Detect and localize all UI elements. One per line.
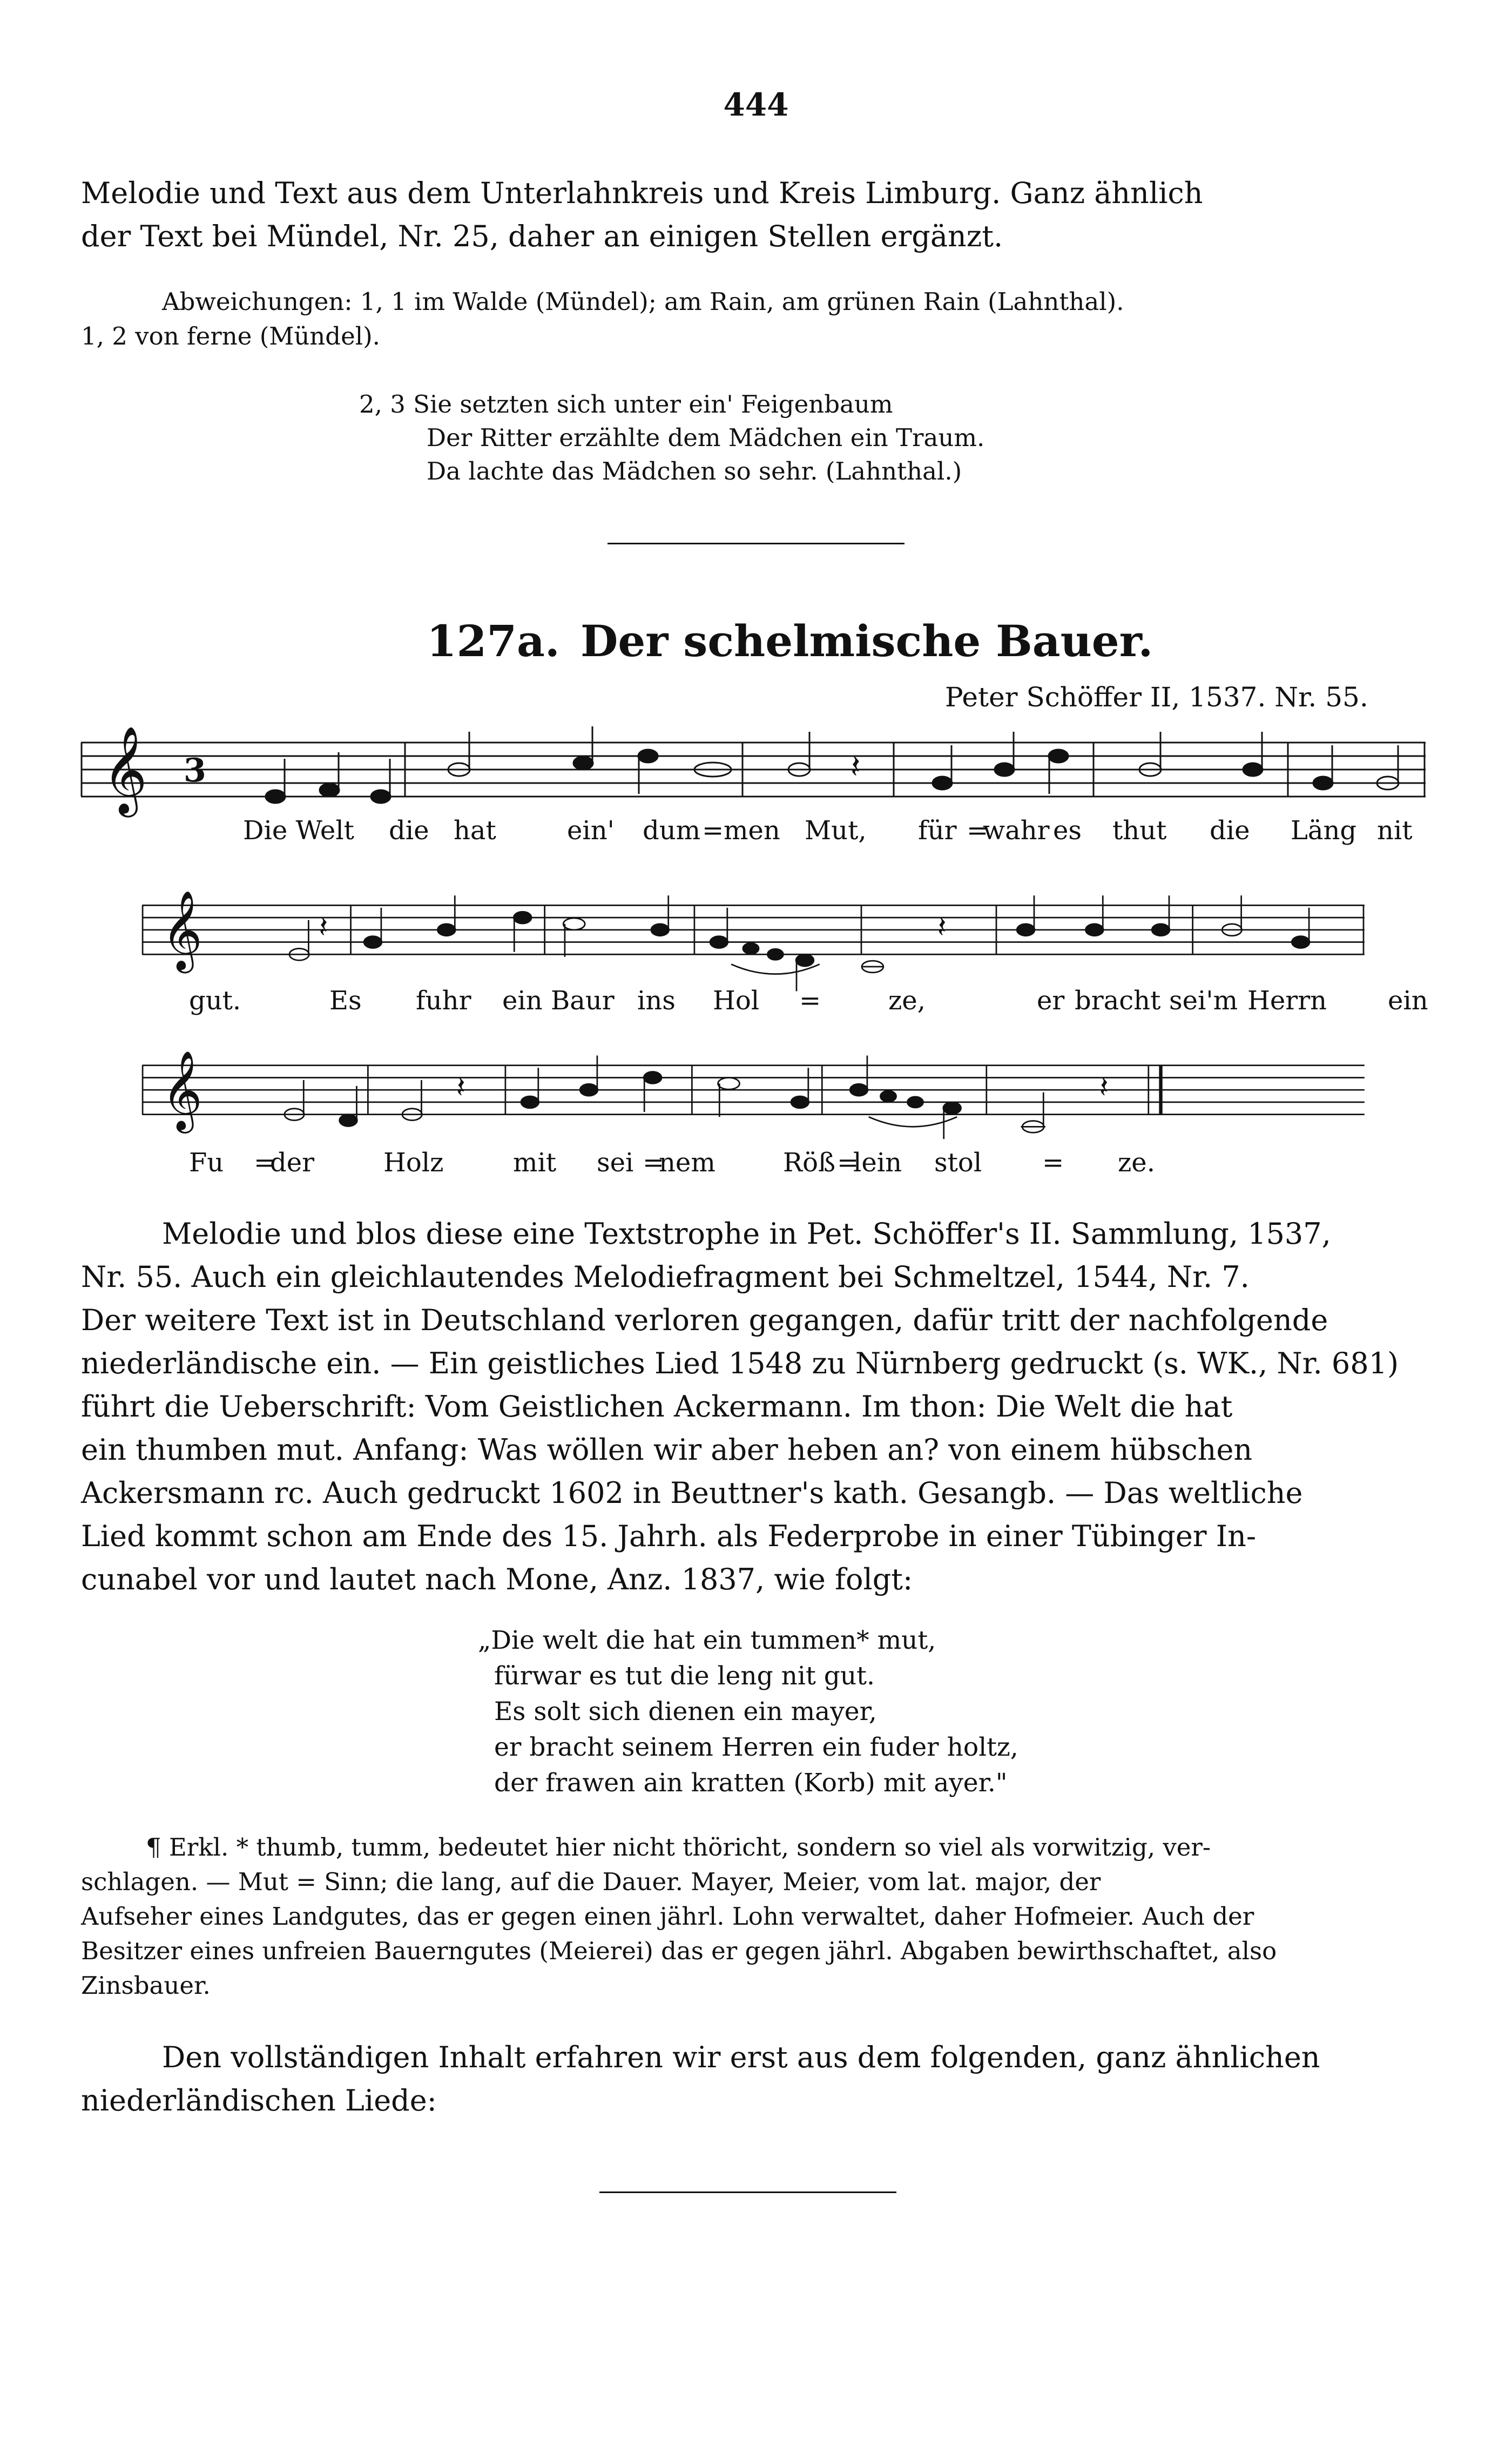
music-staff-2 xyxy=(81,886,1426,994)
lyric: Läng xyxy=(1291,815,1357,846)
lyrics-system-1 xyxy=(81,815,1426,859)
lyric: ze. xyxy=(1118,1148,1155,1178)
lyric: fuhr xyxy=(416,986,471,1016)
lyric: = xyxy=(967,815,989,846)
divider-bottom xyxy=(599,2191,896,2193)
page-number: 444 xyxy=(723,86,789,123)
svg-text:𝄽: 𝄽 xyxy=(456,1069,465,1104)
lyric: sei'm xyxy=(1169,986,1238,1016)
intro-line-2: der Text bei Mündel, Nr. 25, daher an einigen Stellen ergänzt. xyxy=(81,219,1003,253)
note-line: ¶ Erkl. * thumb, tumm, bedeutet hier nicht thöricht, sondern so viel als vorwitzig, ver- xyxy=(146,1833,1211,1862)
note-line: Zinsbauer. xyxy=(81,1971,211,2000)
lyric: Es xyxy=(329,986,362,1016)
lyric: Baur xyxy=(551,986,615,1016)
commentary-line: Der weitere Text ist in Deutschland verloren gegangen, dafür tritt der nachfolgende xyxy=(81,1303,1328,1337)
svg-text:𝄽: 𝄽 xyxy=(850,748,861,786)
lyric: hat xyxy=(454,815,496,846)
lyric: ein' xyxy=(567,815,615,846)
lyric: es xyxy=(1053,815,1082,846)
variants-line-1: Abweichungen: 1, 1 im Walde (Mündel); am Rain, am grünen Rain (Lahnthal). xyxy=(162,287,1124,316)
commentary-line: Ackersmann rc. Auch gedruckt 1602 in Beuttner's kath. Gesangb. — Das weltliche xyxy=(81,1476,1303,1510)
lyric: = xyxy=(837,1148,859,1178)
svg-text:𝄞: 𝄞 xyxy=(161,1050,202,1130)
variant-verse-line-3: Da lachte das Mädchen so sehr. (Lahnthal.) xyxy=(427,457,962,485)
lyric: stol xyxy=(934,1148,982,1178)
svg-text:𝄽: 𝄽 xyxy=(1099,1069,1109,1104)
quote-line: er bracht seinem Herren ein fuder holtz, xyxy=(494,1732,1018,1762)
variant-verse-line-2: Der Ritter erzählte dem Mädchen ein Traum. xyxy=(427,423,985,452)
lyric: lein xyxy=(853,1148,902,1178)
lyric: die xyxy=(1210,815,1250,846)
commentary-line: führt die Ueberschrift: Vom Geistlichen Ackermann. Im thon: Die Welt die hat xyxy=(81,1390,1233,1424)
commentary-line: Melodie und blos diese eine Textstrophe in Pet. Schöffer's II. Sammlung, 1537, xyxy=(162,1217,1331,1251)
lyric: ze, xyxy=(888,986,926,1016)
lyric: Mut, xyxy=(805,815,867,846)
lyric: nit xyxy=(1377,815,1413,846)
intro-line-1: Melodie und Text aus dem Unterlahnkreis und Kreis Limburg. Ganz ähnlich xyxy=(81,176,1203,210)
quote-line: „Die welt die hat ein tummen* mut, xyxy=(478,1626,936,1655)
svg-text:𝄞: 𝄞 xyxy=(103,726,147,814)
lyrics-system-3 xyxy=(81,1148,1426,1191)
lyric: ins xyxy=(637,986,676,1016)
variants-line-2: 1, 2 von ferne (Mündel). xyxy=(81,322,380,350)
lyric: Röß xyxy=(783,1148,836,1178)
lyric: für xyxy=(918,815,957,846)
svg-text:𝄞: 𝄞 xyxy=(161,890,202,970)
note-line: Besitzer eines unfreien Bauerngutes (Meierei) das er gegen jährl. Abgaben bewirthschaftet, also xyxy=(81,1937,1277,1965)
lyric: men xyxy=(724,815,780,846)
note-line: schlagen. — Mut = Sinn; die lang, auf die Dauer. Mayer, Meier, vom lat. major, der xyxy=(81,1867,1101,1896)
lyric: mit xyxy=(513,1148,557,1178)
commentary-line: niederländische ein. — Ein geistliches Lied 1548 zu Nürnberg gedruckt (s. WK., Nr. 681) xyxy=(81,1346,1399,1380)
lyric: Holz xyxy=(383,1148,444,1178)
lyric: er xyxy=(1037,986,1065,1016)
song-source: Peter Schöffer II, 1537. Nr. 55. xyxy=(945,682,1368,713)
quote-line: der frawen ain kratten (Korb) mit ayer." xyxy=(494,1768,1008,1798)
commentary-line: Lied kommt schon am Ende des 15. Jahrh. als Federprobe in einer Tübinger In- xyxy=(81,1519,1257,1553)
lyric: die xyxy=(389,815,429,846)
quote-line: fürwar es tut die leng nit gut. xyxy=(494,1661,875,1691)
commentary-line: Nr. 55. Auch ein gleichlautendes Melodiefragment bei Schmeltzel, 1544, Nr. 7. xyxy=(81,1260,1250,1294)
lyric: bracht xyxy=(1075,986,1161,1016)
lyric: ein xyxy=(1388,986,1428,1016)
quote-line: Es solt sich dienen ein mayer, xyxy=(494,1697,877,1727)
lyric: sei xyxy=(597,1148,634,1178)
song-number: 127a. xyxy=(427,616,560,666)
lyric: ein xyxy=(502,986,543,1016)
music-staff-3 xyxy=(81,1050,1426,1161)
lyric: Fu xyxy=(189,1148,224,1178)
lyric: Hol xyxy=(713,986,760,1016)
lyric: = xyxy=(702,815,724,846)
variant-verse-line-1: 2, 3 Sie setzten sich unter ein' Feigenbaum xyxy=(359,390,893,419)
commentary-line: ein thumben mut. Anfang: Was wöllen wir aber heben an? von einem hübschen xyxy=(81,1433,1253,1467)
lyric: = xyxy=(643,1148,665,1178)
lyric: Die Welt xyxy=(243,815,354,846)
closing-line-2: niederländischen Liede: xyxy=(81,2083,437,2117)
lyric: thut xyxy=(1112,815,1167,846)
lyric: = xyxy=(254,1148,276,1178)
lyric: gut. xyxy=(189,986,241,1016)
lyric: der xyxy=(270,1148,315,1178)
note-line: Aufseher eines Landgutes, das er gegen einen jährl. Lohn verwaltet, daher Hofmeier. Auch der xyxy=(81,1902,1254,1931)
lyric: = xyxy=(799,986,821,1016)
song-title: Der schelmische Bauer. xyxy=(580,616,1153,666)
lyric: wahr xyxy=(983,815,1050,846)
lyric: Herrn xyxy=(1247,986,1327,1016)
svg-text:𝄽: 𝄽 xyxy=(937,909,947,945)
lyric: dum xyxy=(643,815,701,846)
lyric: nem xyxy=(659,1148,716,1178)
lyrics-system-2 xyxy=(81,986,1426,1029)
svg-text:𝄽: 𝄽 xyxy=(319,909,328,945)
divider-top xyxy=(608,543,905,544)
commentary-line: cunabel vor und lautet nach Mone, Anz. 1837, wie folgt: xyxy=(81,1562,913,1596)
time-signature: 3 xyxy=(184,752,206,790)
lyric: = xyxy=(1042,1148,1064,1178)
closing-line-1: Den vollständigen Inhalt erfahren wir erst aus dem folgenden, ganz ähnlichen xyxy=(162,2040,1320,2074)
